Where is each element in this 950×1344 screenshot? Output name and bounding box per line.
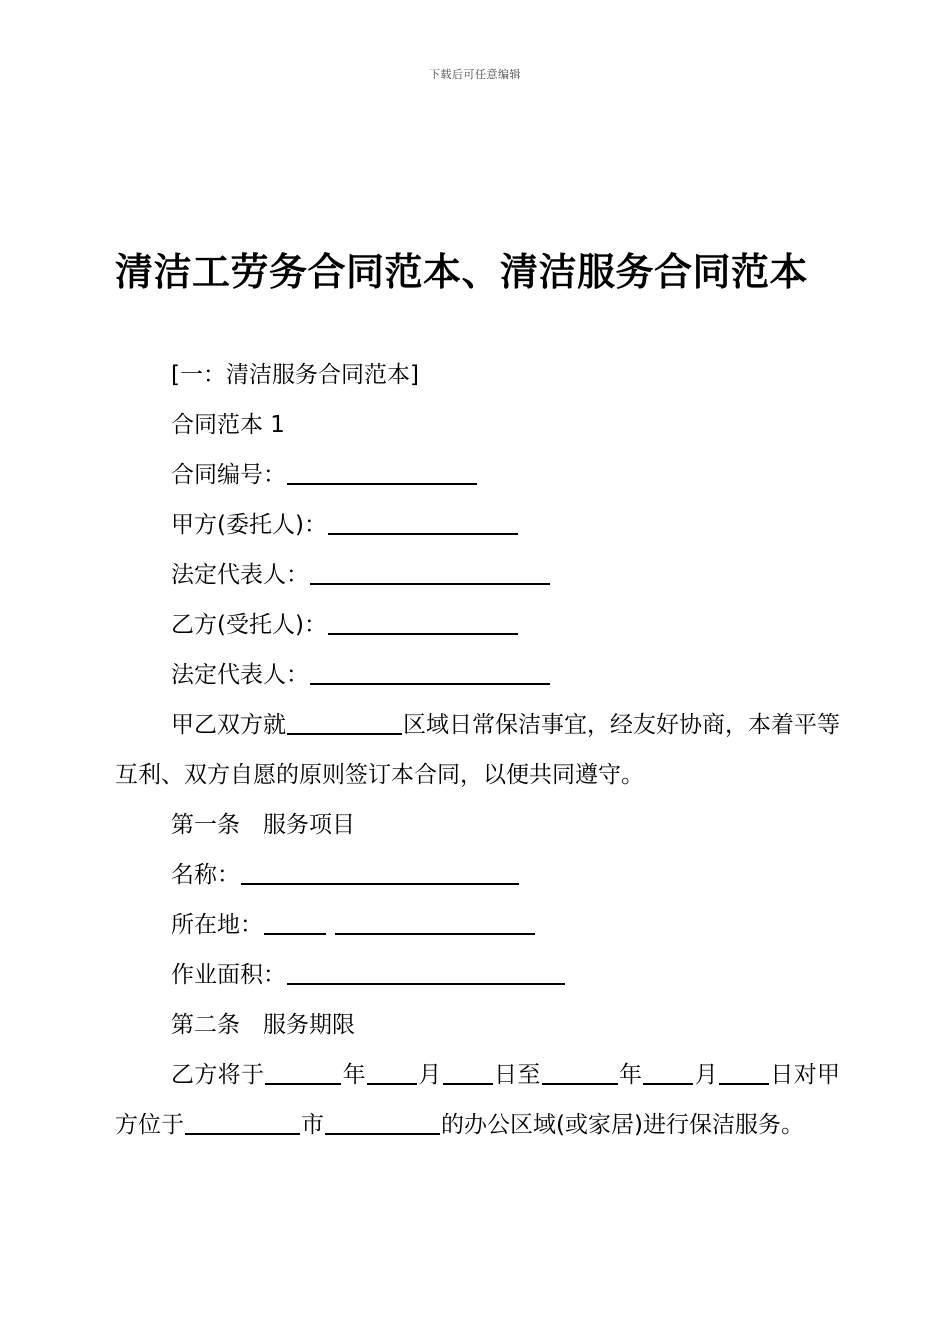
area-line	[115, 950, 840, 1000]
legal-rep-b-label: 法定代表人：	[171, 662, 309, 688]
office-area-text: 的办公区域(或家居)进行保洁服务。	[441, 1112, 804, 1138]
location-blank-1[interactable]	[264, 907, 326, 935]
legal-rep-a-blank[interactable]	[310, 557, 550, 585]
start-month-label: 月	[418, 1062, 442, 1088]
location-blank-2[interactable]	[335, 907, 535, 935]
start-day-label: 日至	[493, 1062, 541, 1088]
end-year-label: 年	[618, 1062, 643, 1088]
legal-rep-a-line	[115, 550, 840, 600]
intro-paragraph	[115, 700, 840, 800]
service-area-blank[interactable]	[287, 707, 402, 735]
start-year-blank[interactable]	[265, 1057, 341, 1085]
start-day-blank[interactable]	[443, 1057, 493, 1085]
name-blank[interactable]	[241, 857, 519, 885]
period-start-text: 乙方将于	[171, 1062, 265, 1088]
end-year-blank[interactable]	[542, 1057, 618, 1085]
party-a-label: 甲方(委托人)：	[171, 512, 327, 538]
intro-text-rest: 区域日常保洁事宜，经友好协商，本着平等互利、双方自愿的原则签订本合同，以便共同遵守。	[115, 712, 840, 788]
start-month-blank[interactable]	[367, 1057, 417, 1085]
end-month-blank[interactable]	[643, 1057, 693, 1085]
document-body	[115, 350, 840, 1150]
area-label: 作业面积：	[171, 962, 286, 988]
area-blank[interactable]	[287, 957, 565, 985]
party-a-blank[interactable]	[328, 507, 518, 535]
contract-number-blank[interactable]	[287, 457, 477, 485]
party-b-line	[115, 600, 840, 650]
legal-rep-b-blank[interactable]	[310, 657, 550, 685]
location-line	[115, 900, 840, 950]
name-line	[115, 850, 840, 900]
end-day-label: 日对	[770, 1062, 818, 1088]
legal-rep-b-line	[115, 650, 840, 700]
section-heading: [一：清洁服务合同范本]	[171, 362, 419, 388]
header-note: 下载后可任意编辑	[429, 68, 521, 81]
document-title: 清洁工劳务合同范本、清洁服务合同范本	[115, 250, 809, 294]
intro-text-start: 甲乙双方就	[171, 712, 286, 738]
party-b-label: 乙方(受托人)：	[171, 612, 327, 638]
party-a-line	[115, 500, 840, 550]
city-blank[interactable]	[185, 1107, 300, 1135]
end-month-label: 月	[694, 1062, 719, 1088]
name-label: 名称：	[171, 862, 240, 888]
city-label: 市	[301, 1112, 324, 1138]
article-1-heading: 第一条 服务项目	[171, 812, 355, 838]
start-year-label: 年	[342, 1062, 367, 1088]
party-b-blank[interactable]	[328, 607, 518, 635]
party-a-location-text: 甲方位于	[115, 1062, 841, 1138]
contract-number-line	[115, 450, 840, 500]
location-label: 所在地：	[171, 912, 263, 938]
end-day-blank[interactable]	[719, 1057, 769, 1085]
template-label: 合同范本 1	[171, 412, 285, 438]
service-period-paragraph	[115, 1050, 840, 1150]
article-2-heading: 第二条 服务期限	[171, 1012, 355, 1038]
contract-number-label: 合同编号：	[171, 462, 286, 488]
district-blank[interactable]	[325, 1107, 440, 1135]
legal-rep-a-label: 法定代表人：	[171, 562, 309, 588]
